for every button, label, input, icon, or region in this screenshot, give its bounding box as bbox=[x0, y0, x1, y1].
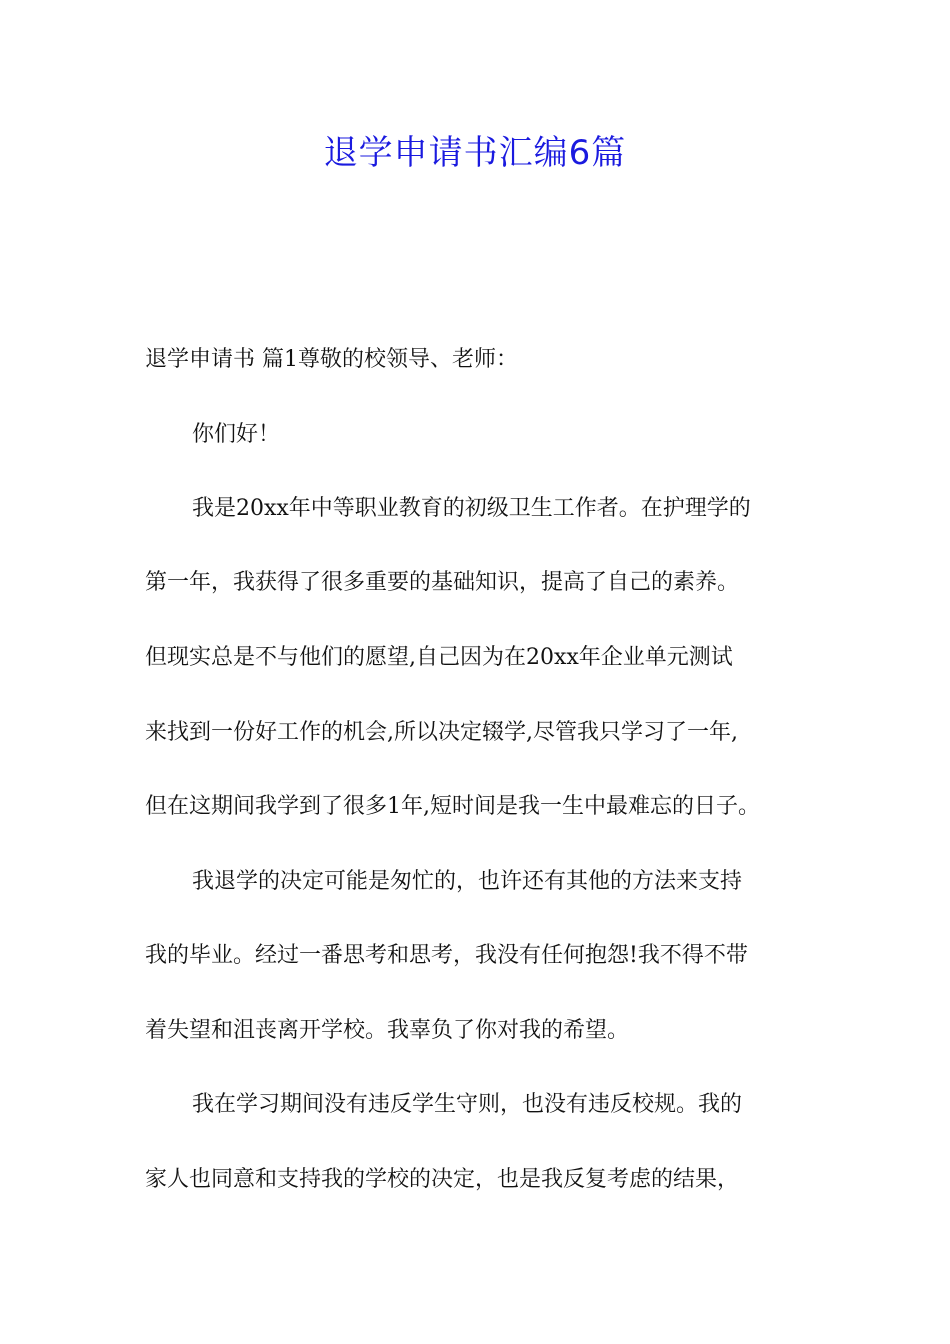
paragraph-line: 你们好！ bbox=[192, 422, 281, 447]
paragraph-line: 退学申请书 篇1尊敬的校领导、老师： bbox=[145, 347, 518, 372]
paragraph-line: 我在学习期间没有违反学生守则，也没有违反校规。我的 bbox=[192, 1092, 743, 1117]
paragraph-line: 但现实总是不与他们的愿望,自己因为在20xx年企业单元测试 bbox=[145, 645, 733, 670]
paragraph-line: 但在这期间我学到了很多1年,短时间是我一生中最难忘的日子。 bbox=[145, 794, 760, 819]
paragraph-line: 我是20xx年中等职业教育的初级卫生工作者。在护理学的 bbox=[192, 496, 751, 521]
paragraph-line: 我的毕业。经过一番思考和思考，我没有任何抱怨!我不得不带 bbox=[145, 943, 748, 968]
paragraph-line: 我退学的决定可能是匆忙的，也许还有其他的方法来支持 bbox=[192, 869, 743, 894]
paragraph-line: 着失望和沮丧离开学校。我辜负了你对我的希望。 bbox=[145, 1018, 630, 1043]
document-title: 退学申请书汇编6篇 bbox=[323, 133, 627, 173]
paragraph-line: 第一年，我获得了很多重要的基础知识，提高了自己的素养。 bbox=[145, 570, 740, 595]
paragraph-line: 家人也同意和支持我的学校的决定，也是我反复考虑的结果， bbox=[145, 1167, 740, 1192]
paragraph-line: 来找到一份好工作的机会,所以决定辍学,尽管我只学习了一年, bbox=[145, 720, 738, 745]
